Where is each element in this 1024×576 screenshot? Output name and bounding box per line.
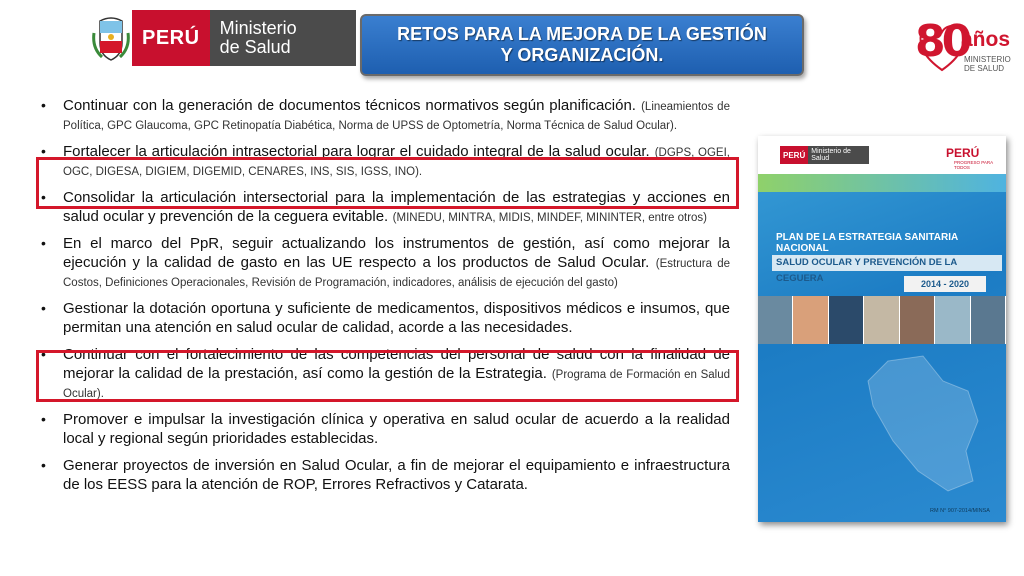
coat-of-arms-icon [90,10,132,66]
slide-title-line-1: RETOS PARA LA MEJORA DE LA GESTIÓN [397,24,767,44]
anniversary-subtitle-1: MINISTERIO [964,55,1011,64]
item-main-text: Promover e impulsar la investigación clínica y operativa en salud ocular de acuerdo a la realidad local y regional según prioridades establecidas. [63,411,730,447]
bullet-icon: • [41,143,46,159]
anniversary-logo [915,16,1015,74]
anniversary-word: años [961,28,1011,51]
anniversary-subtitle-2: DE SALUD [964,64,1005,73]
highlight-box-articulation [36,157,739,209]
highlight-box-medication [36,350,739,402]
cover-minsa-logo [780,146,869,164]
item-main-text: Gestionar la dotación oportuna y suficiente de medicamentos, dispositivos médicos e insumos, que permitan una atención en salud ocular de calidad, acorde a las necesidades. [63,300,730,336]
cover-photo [793,296,828,344]
strategy-plan-cover [758,136,1006,522]
item-main-text: Continuar con la generación de documentos técnicos normativos según planificación. [63,97,636,114]
cover-subtitle: SALUD OCULAR Y PREVENCIÓN DE LA CEGUERA [772,255,1002,271]
bullet-icon: • [41,411,46,427]
ministry-label [210,10,356,66]
peru-map-icon [848,351,998,501]
bullet-icon: • [41,235,46,251]
bullet-icon: • [41,97,46,113]
cover-resolution-code: RM N° 907-2014/MINSA [930,508,990,514]
peru-label: PERÚ [132,10,210,66]
cover-peru-brand: PERÚ [946,146,980,160]
cover-photo [971,296,1006,344]
anniversary-subtitle [964,55,1011,73]
bullet-icon: • [41,300,46,316]
ministry-line-1: Ministerio [219,18,297,38]
list-item [40,456,730,495]
item-main-text: Fortalecer la articulación intrasectorial para lograr el cuidado integral de la salud ocular. [63,143,650,160]
list-item [40,410,730,449]
bullet-icon: • [41,346,46,362]
item-detail-text: (Programa de Formación en Salud Ocular). [63,369,731,400]
cover-photo [935,296,970,344]
cover-photo [829,296,864,344]
item-detail-text: (Lineamientos de Política, GPC Glaucoma, GPC Retinopatía Diabética, Norma de UPSS de Optometría, Norma Técnica de Salud Ocular). [63,101,730,132]
item-main-text: En el marco del PpR, seguir actualizando los instrumentos de gestión, así como mejorar la ejecución y la calidad de gasto en las UE respecto a los productos de Salud Ocular. [63,235,730,271]
item-detail-text: (Estructura de Costos, Definiciones Operacionales, Revisión de Programación, indicadores, análisis de ejecución del gasto) [63,258,730,289]
bullet-icon: • [41,457,46,473]
item-detail-text: (DGPS, OGEI, OGC, DIGESA, DIGIEM, DIGEMID, CENARES, INS, SIS, IGSS, INO). [63,147,730,178]
item-main-text: Consolidar la articulación intersectorial para la implementación de las estrategias y acciones en salud ocular y prevención de la ceguera evitable. [63,189,730,225]
minsa-logo [90,10,356,66]
list-item [40,299,730,338]
item-detail-text: (MINEDU, MINTRA, MIDIS, MINDEF, MININTER, entre otros) [392,212,708,224]
item-main-text: Generar proyectos de inversión en Salud Ocular, a fin de mejorar el equipamiento e infraestructura de los EESS para la atención de ROP, Errores Refractivos y Catarata. [63,457,730,493]
anniversary-number: 80 [915,16,969,67]
list-item [40,96,730,135]
cover-color-band [758,174,1006,192]
cover-years: 2014 - 2020 [904,276,986,292]
list-item [40,234,730,292]
slide-title-line-2: Y ORGANIZACIÓN. [500,45,664,65]
cover-photo-strip [758,296,1006,344]
cover-photo [758,296,793,344]
cover-photo [864,296,899,344]
cover-title: PLAN DE LA ESTRATEGIA SANITARIA NACIONAL [776,232,958,254]
cover-peru-brand-sub: PROGRESO PARA TODOS [954,160,993,170]
ministry-line-2: de Salud [219,37,291,57]
item-main-text: Continuar con el fortalecimiento de las competencias del personal de salud con la finalidad de mejorar la calidad de la prestación, así como la gestión de la Estrategia. [63,346,730,382]
cover-peru-label: PERÚ [780,146,808,164]
bullet-icon: • [41,189,46,205]
cover-photo [900,296,935,344]
slide-title [360,14,804,76]
cover-ministry-label: Ministerio de Salud [808,146,869,164]
